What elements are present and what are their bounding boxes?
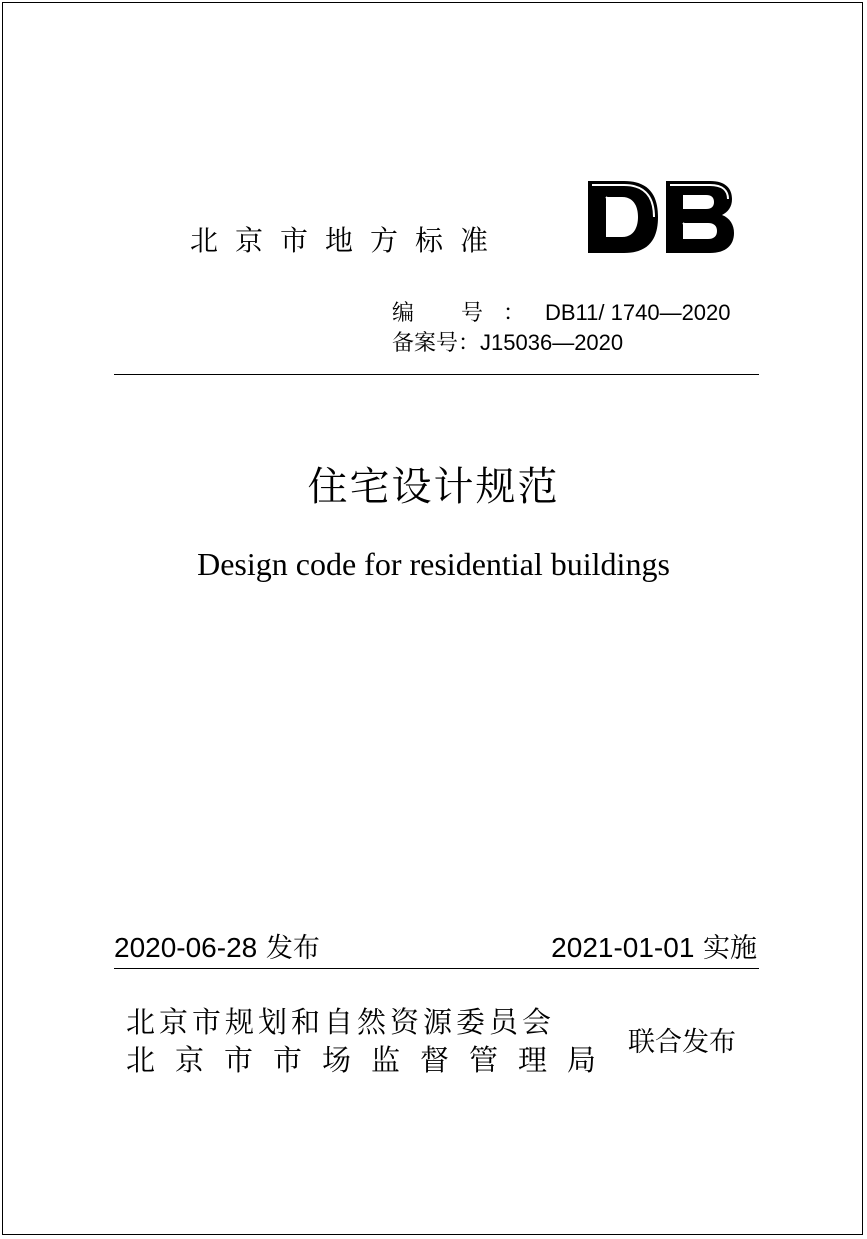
- joint-release-label: 联合发布: [628, 1027, 736, 1058]
- top-divider: [114, 374, 759, 375]
- db-logo: [586, 179, 736, 255]
- implement-date-value: 2021-01-01: [551, 932, 695, 963]
- issuer-planning-commission: 北京市规划和自然资源委员会: [126, 1005, 556, 1039]
- publish-label: 发布: [265, 933, 320, 964]
- publish-date: [114, 926, 320, 965]
- publish-date-value: 2020-06-28: [114, 932, 258, 963]
- standard-number: [392, 296, 731, 327]
- record-number: [392, 326, 623, 357]
- title-chinese: 住宅设计规范: [307, 464, 560, 510]
- implement-label: 实施: [703, 933, 757, 964]
- title-english: Design code for residential buildings: [197, 546, 670, 582]
- bottom-divider: [114, 968, 759, 969]
- standard-number-value: DB11/ 1740—2020: [545, 300, 731, 325]
- record-number-label: 备案号：: [392, 331, 481, 356]
- record-number-value: J15036—2020: [480, 330, 624, 355]
- standard-number-label: 编 号：: [392, 301, 545, 326]
- issuer-market-regulation: 北京市市场监督管理局: [126, 1043, 617, 1077]
- implement-date: [551, 926, 757, 965]
- standard-type: 北京市地方标准: [190, 224, 506, 257]
